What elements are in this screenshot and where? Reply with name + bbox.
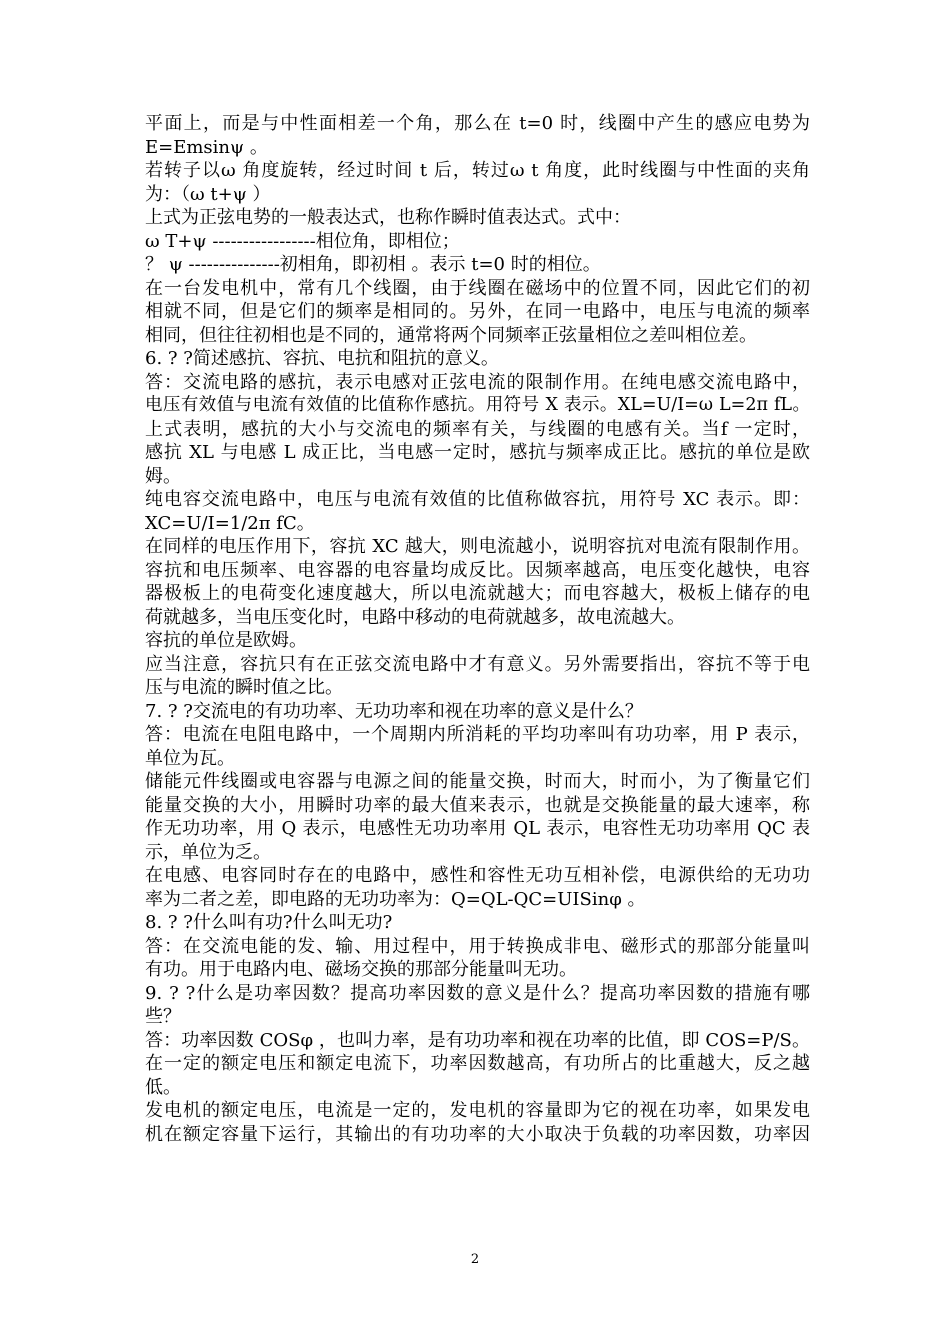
text-line: 9. ? ?什么是功率因数？提高功率因数的意义是什么？提高功率因数的措施有哪 — [145, 982, 810, 1004]
text-line: 纯电容交流电路中，电压与电流有效值的比值称做容抗，用符号 XC 表示。即： — [145, 489, 810, 510]
text-line: 在一台发电机中，常有几个线圈，由于线圈在磁场中的位置不同，因此它们的初 — [145, 277, 810, 299]
text-line: 答：电流在电阻电路中，一个周期内所消耗的平均功率叫有功功率，用 P 表示， — [145, 724, 810, 745]
text-line: 电压有效值与电流有效值的比值称作感抗。用符号 X 表示。XL=U/I=ω L=2π fL。 — [145, 395, 810, 415]
text-line: 感抗 XL 与电感 L 成正比，当电感一定时，感抗与频率成正比。感抗的单位是欧 — [145, 442, 810, 463]
page-number: 2 — [470, 1252, 480, 1267]
text-line: 为：（ω t+ψ ） — [145, 183, 271, 205]
text-line: 8. ? ?什么叫有功?什么叫无功? — [145, 912, 393, 933]
text-line: 在电感、电容同时存在的电路中，感性和容性无功互相补偿，电源供给的无功功 — [145, 865, 810, 886]
text-line: 些？ — [145, 1006, 181, 1027]
text-line: E=Emsinψ 。 — [145, 136, 268, 158]
text-line: 荷就越多，当电压变化时，电路中移动的电荷就越多，故电流越大。 — [145, 606, 685, 628]
text-line: 单位为瓦。 — [145, 747, 235, 769]
text-line: 示，单位为乏。 — [145, 841, 271, 863]
text-line: 容抗的单位是欧姆。 — [145, 630, 307, 651]
text-line: XC=U/I=1/2π fC。 — [145, 512, 315, 534]
text-line: 7. ? ?交流电的有功功率、无功功率和视在功率的意义是什么？ — [145, 700, 643, 722]
text-line: 若转子以ω 角度旋转，经过时间 t 后，转过ω t 角度，此时线圈与中性面的夹角 — [145, 160, 810, 181]
body-text — [145, 112, 810, 1146]
text-line: 容抗和电压频率、电容器的电容量均成反比。因频率越高，电压变化越快，电容 — [145, 559, 810, 581]
text-line: 低。 — [145, 1076, 181, 1098]
text-line: 有功。用于电路内电、磁场交换的那部分能量叫无功。 — [145, 959, 577, 980]
text-line: 压与电流的瞬时值之比。 — [145, 677, 343, 698]
text-line: 作无功功率，用 Q 表示，电感性无功功率用 QL 表示，电容性无功功率用 QC 表 — [145, 818, 810, 839]
text-line: 相就不同，但是它们的频率是相同的。另外，在同一电路中，电压与电流的频率 — [145, 301, 810, 322]
text-line: 姆。 — [145, 465, 181, 487]
text-line: 在同样的电压作用下，容抗 XC 越大，则电流越小，说明容抗对电流有限制作用。 — [145, 536, 810, 557]
text-line: 器极板上的电荷变化速度越大，所以电流就越大；而电容越大，极板上储存的电 — [145, 583, 810, 604]
text-line: 发电机的额定电压，电流是一定的，发电机的容量即为它的视在功率，如果发电 — [145, 1100, 810, 1121]
text-line: 机在额定容量下运行，其输出的有功功率的大小取决于负载的功率因数，功率因 — [145, 1123, 810, 1145]
text-line: 在一定的额定电压和额定电流下，功率因数越高，有功所占的比重越大，反之越 — [145, 1053, 810, 1074]
text-line: 6. ? ?简述感抗、容抗、电抗和阻抗的意义。 — [145, 348, 499, 369]
text-line: 答：交流电路的感抗，表示电感对正弦电流的限制作用。在纯电感交流电路中， — [145, 371, 810, 393]
text-line: ？ ψ ---------------初相角，即初相 。表示 t=0 时的相位。 — [145, 254, 601, 275]
text-line: 上式表明，感抗的大小与交流电的频率有关，与线圈的电感有关。当f 一定时， — [145, 418, 810, 440]
text-line: 平面上，而是与中性面相差一个角，那么在 t=0 时，线圈中产生的感应电势为 — [145, 113, 810, 134]
text-line: 上式为正弦电势的一般表达式，也称作瞬时值表达式。式中： — [145, 207, 631, 228]
text-line: 相同，但往往初相也是不同的，通常将两个同频率正弦量相位之差叫相位差。 — [145, 324, 757, 346]
text-line: 能量交换的大小，用瞬时功率的最大值来表示，也就是交换能量的最大速率，称 — [145, 794, 810, 816]
text-line: 应当注意，容抗只有在正弦交流电路中才有意义。另外需要指出，容抗不等于电 — [145, 653, 810, 675]
text-line: ω T+ψ -----------------相位角，即相位； — [145, 230, 460, 252]
text-line: 答：功率因数 COSφ ，也叫力率，是有功功率和视在功率的比值，即 COS=P/S。 — [145, 1029, 810, 1051]
text-line: 储能元件线圈或电容器与电源之间的能量交换，时而大，时而小，为了衡量它们 — [145, 771, 810, 792]
text-line: 率为二者之差，即电路的无功功率为：Q=QL-QC=UISinφ 。 — [145, 888, 646, 910]
text-line: 答：在交流电能的发、输、用过程中，用于转换成非电、磁形式的那部分能量叫 — [145, 935, 810, 957]
